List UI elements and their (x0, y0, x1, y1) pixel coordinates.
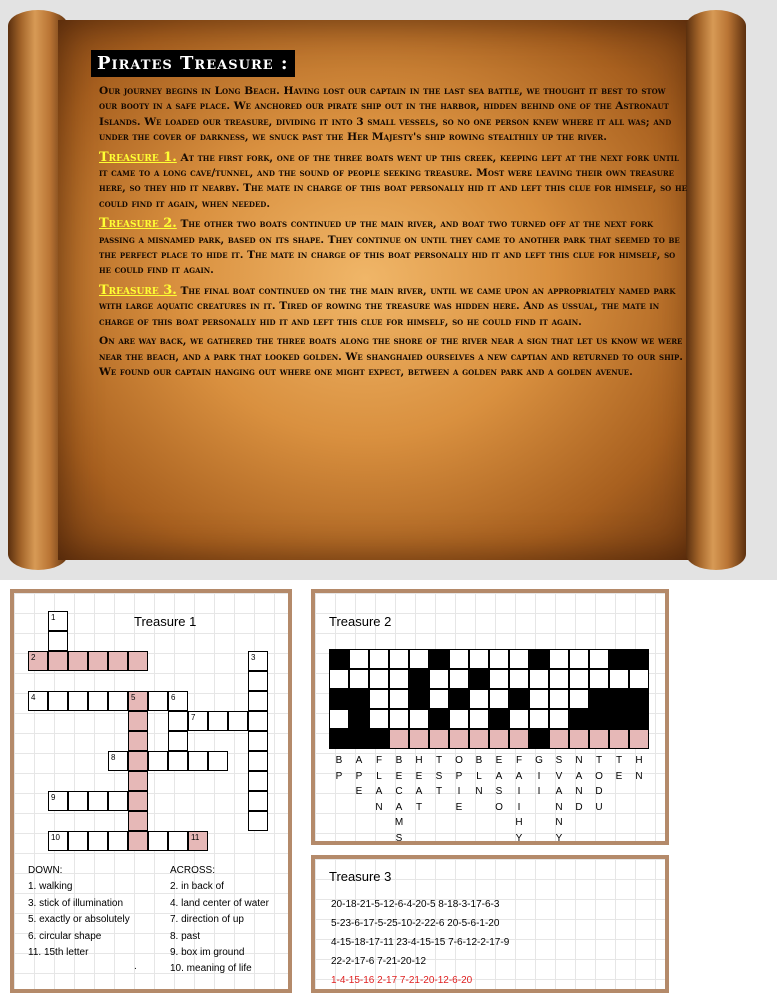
treasure2-cell (489, 709, 509, 729)
treasure2-cell[interactable] (529, 669, 549, 689)
treasure2-letter: E (455, 801, 463, 813)
crossword-cell[interactable] (28, 651, 48, 671)
treasure2-letter: Y (515, 832, 523, 844)
crossword-cell[interactable] (168, 711, 188, 731)
treasure2-cell[interactable] (589, 729, 609, 749)
treasure2-cell (429, 649, 449, 669)
treasure2-letter: S (495, 786, 503, 797)
treasure2-letter: E (355, 786, 363, 797)
treasure2-cell[interactable] (549, 669, 569, 689)
treasure2-letter: L (376, 770, 382, 782)
down-clue: 5. exactly or absolutely (28, 914, 130, 926)
treasure2-cell[interactable] (509, 709, 529, 729)
across-clue: 2. in back of (170, 881, 224, 893)
crossword-cell[interactable] (68, 651, 88, 671)
crossword-cell[interactable] (248, 711, 268, 731)
treasure2-panel (311, 589, 669, 845)
treasure2-cell[interactable] (449, 669, 469, 689)
treasure2-cell[interactable] (629, 669, 649, 689)
treasure2-letter: A (375, 786, 383, 797)
treasure2-cell[interactable] (449, 729, 469, 749)
treasure2-cell[interactable] (429, 729, 449, 749)
treasure2-letter: S (395, 832, 403, 844)
treasure2-cell (609, 709, 629, 729)
cipher-line: 5-23-6-17-5-25-10-2-22-6 20-5-6-1-20 (331, 918, 500, 929)
treasure2-cell (369, 729, 389, 749)
crossword-cell[interactable] (248, 751, 268, 771)
treasure2-cell[interactable] (449, 709, 469, 729)
crossword-cell[interactable] (248, 771, 268, 791)
treasure2-cell[interactable] (509, 729, 529, 749)
crossword-number: 5 (131, 693, 136, 702)
treasure2-letter: S (435, 770, 443, 782)
crossword-cell[interactable] (188, 711, 208, 731)
down-clue: 6. circular shape (28, 930, 102, 942)
treasure2-cell[interactable] (529, 709, 549, 729)
treasure2-cell[interactable] (609, 729, 629, 749)
crossword-number: 11 (191, 833, 200, 842)
treasure2-letter: O (595, 770, 603, 782)
treasure2-cell[interactable] (369, 649, 389, 669)
treasure2-letter: P (455, 770, 463, 782)
treasure2-cell (569, 709, 589, 729)
story-outro: On are way back, we gathered the three boats along the shore of the river near a sign that let us know we were near the beach, and a park that looked golden. We shanghaied ourselves a new captian and returned to our ship. We found our captain hanging out where one might expect, between a golden park and a golden avenue. (99, 335, 683, 378)
treasure2-cell (349, 729, 369, 749)
treasure2-letter: N (635, 770, 643, 782)
treasure2-cell[interactable] (489, 649, 509, 669)
crossword-cell[interactable] (48, 691, 68, 711)
crossword-number: 8 (111, 753, 116, 762)
treasure2-letter: U (595, 801, 603, 813)
treasure2-cell[interactable] (389, 709, 409, 729)
treasure2-letter: T (595, 755, 603, 766)
crossword-cell[interactable] (188, 751, 208, 771)
crossword-cell[interactable] (208, 711, 228, 731)
treasure2-cell (609, 649, 629, 669)
treasure2-cell[interactable] (469, 689, 489, 709)
treasure2-letter: T (435, 755, 443, 766)
cipher-line: 22-2-17-6 7-21-20-12 (331, 956, 427, 967)
treasure2-cell (609, 689, 629, 709)
story-treasure2 (99, 216, 687, 279)
treasure2-cell[interactable] (409, 729, 429, 749)
story-text (99, 84, 687, 380)
crossword-cell[interactable] (68, 791, 88, 811)
crossword-cell[interactable] (28, 691, 48, 711)
crossword-cell[interactable] (68, 831, 88, 851)
crossword-cell[interactable] (108, 691, 128, 711)
treasure2-cell[interactable] (489, 729, 509, 749)
down-clues (28, 863, 130, 961)
treasure2-letter: N (575, 786, 583, 797)
treasure2-cell (409, 669, 429, 689)
crossword-cell[interactable] (248, 651, 268, 671)
treasure2-cell[interactable] (529, 689, 549, 709)
treasure2-letter: H (635, 755, 643, 766)
treasure2-cell[interactable] (409, 709, 429, 729)
crossword-cell[interactable] (128, 771, 148, 791)
treasure2-cell[interactable] (469, 649, 489, 669)
treasure2-letter: A (555, 786, 563, 797)
treasure2-letter: E (395, 770, 403, 782)
treasure2-cell[interactable] (389, 649, 409, 669)
treasure2-cell (449, 689, 469, 709)
crossword-cell[interactable] (248, 791, 268, 811)
crossword-cell[interactable] (148, 831, 168, 851)
treasure2-letter: A (515, 770, 523, 782)
treasure2-letter: F (515, 755, 523, 766)
treasure2-letter: I (517, 786, 521, 797)
treasure3-panel (311, 855, 669, 993)
crossword-number: 2 (31, 653, 36, 662)
crossword-cell[interactable] (248, 691, 268, 711)
story-intro: Our journey begins in Long Beach. Having lost our captain in the last sea battle, we thought it best to stow our booty in a safe place. We anchored our pirate ship out in the harbor, hidden behind one of the Astronaut Islands. We loaded our treasure, dividing it into 3 small vessels, so no one person knew where it all was; and under the cover of darkness, we snuck past the Her Majesty's ship rowing stealthily up the river. (99, 85, 672, 144)
treasure2-cell (629, 689, 649, 709)
treasure3-title: Treasure 3 (329, 869, 392, 884)
treasure2-letter: M (394, 817, 404, 828)
treasure2-letter: C (395, 786, 403, 797)
crossword-cell[interactable] (88, 691, 108, 711)
treasure2-letter: H (515, 817, 523, 828)
crossword-number: 4 (31, 693, 36, 702)
treasure2-cell[interactable] (589, 649, 609, 669)
treasure2-cell[interactable] (569, 729, 589, 749)
treasure2-cell (329, 729, 349, 749)
crossword-cell[interactable] (48, 651, 68, 671)
treasure2-cell[interactable] (589, 669, 609, 689)
treasure1-text: At the first fork, one of the three boats went up this creek, keeping left at the next fork until it came to a long cave/tunnel, and the sound of people seeking treasure. Most were leaving their own treasure here, so they hid it nearby. The mate in charge of this boat personally hid it and left this clue for himself, so he could find it again, when needed. (99, 151, 687, 210)
crossword-number: 9 (51, 793, 56, 802)
treasure2-cell[interactable] (569, 689, 589, 709)
treasure2-letter: O (495, 801, 503, 813)
across-title: ACROSS: (170, 865, 216, 876)
treasure2-letter: A (355, 755, 363, 766)
treasure2-cell[interactable] (549, 649, 569, 669)
treasure2-letter: Y (555, 832, 563, 844)
treasure2-cell[interactable] (629, 729, 649, 749)
down-title: DOWN: (28, 865, 63, 876)
treasure2-letter: N (555, 817, 563, 828)
treasure2-letter: E (415, 770, 423, 782)
treasure2-cell[interactable] (369, 709, 389, 729)
treasure2-letter: N (575, 755, 583, 766)
crossword-cell[interactable] (128, 731, 148, 751)
crossword-cell[interactable] (128, 691, 148, 711)
scroll-title: Pirates Treasure : (91, 50, 295, 77)
treasure2-cell[interactable] (329, 709, 349, 729)
across-clue: 9. box im ground (170, 947, 245, 959)
treasure2-letter: I (457, 786, 461, 797)
treasure2-letter: B (335, 755, 343, 766)
crossword-cell[interactable] (128, 811, 148, 831)
treasure2-letter: T (615, 755, 623, 766)
treasure2-cell[interactable] (569, 649, 589, 669)
across-clue: 4. land center of water (170, 897, 269, 909)
crossword-cell[interactable] (248, 731, 268, 751)
crossword-cell[interactable] (48, 611, 68, 631)
treasure2-letter: V (555, 770, 563, 782)
crossword-cell[interactable] (148, 751, 168, 771)
crossword-cell[interactable] (128, 791, 148, 811)
treasure2-cell[interactable] (389, 669, 409, 689)
treasure2-letter: A (395, 801, 403, 813)
treasure2-letter: A (415, 786, 423, 797)
treasure2-cell[interactable] (389, 729, 409, 749)
down-clue: 3. stick of illumination (28, 897, 124, 909)
treasure2-letter: G (535, 755, 543, 766)
treasure2-cell[interactable] (509, 669, 529, 689)
crossword-cell[interactable] (108, 751, 128, 771)
treasure2-cell (589, 689, 609, 709)
treasure2-label: Treasure 2. (99, 216, 177, 232)
crossword-cell[interactable] (208, 751, 228, 771)
treasure2-letter: N (475, 786, 483, 797)
crossword-cell[interactable] (128, 711, 148, 731)
treasure2-letter: E (495, 755, 503, 766)
treasure2-cell[interactable] (549, 689, 569, 709)
crossword-cell[interactable] (168, 751, 188, 771)
down-clue: 11. 15th letter (28, 947, 89, 959)
crossword-cell[interactable] (68, 691, 88, 711)
treasure2-cell (469, 669, 489, 689)
across-clues (170, 863, 269, 978)
treasure2-letter: P (355, 770, 363, 782)
treasure2-cell (349, 689, 369, 709)
treasure2-cell[interactable] (389, 689, 409, 709)
treasure2-letter: P (335, 770, 343, 782)
treasure2-letter: A (575, 770, 583, 782)
treasure2-cell[interactable] (489, 689, 509, 709)
treasure2-letter: N (555, 801, 563, 813)
treasure2-letter: B (475, 755, 483, 766)
crossword-cell[interactable] (128, 751, 148, 771)
treasure2-letter: H (415, 755, 423, 766)
treasure2-cell (529, 729, 549, 749)
across-clue: 10. meaning of life (170, 963, 252, 975)
crossword-cell[interactable] (48, 831, 68, 851)
treasure2-text: The other two boats continued up the main river, and boat two turned off at the next fork passing a misnamed park, based on its shape. They continue on until they came to another park that seemed to be the perfect place to hide it. The mate in charge of this boat personally hid it and left this clue for himself, so he could find it again. (99, 218, 680, 277)
treasure2-cell[interactable] (469, 729, 489, 749)
treasure2-letter: N (375, 801, 383, 813)
treasure2-cell[interactable] (509, 649, 529, 669)
crossword-number: 3 (251, 653, 256, 662)
treasure2-cell (509, 689, 529, 709)
crossword-number: 1 (51, 613, 56, 622)
treasure2-cell (329, 689, 349, 709)
scroll-roller-right (686, 10, 746, 570)
treasure2-cell[interactable] (489, 669, 509, 689)
treasure2-letter: D (575, 801, 583, 813)
crossword-cell[interactable] (188, 831, 208, 851)
crossword-cell[interactable] (48, 631, 68, 651)
story-treasure1 (99, 150, 687, 213)
treasure2-cell (529, 649, 549, 669)
crossword-cell[interactable] (148, 691, 168, 711)
treasure2-cell[interactable] (569, 669, 589, 689)
treasure2-letter: D (595, 786, 603, 797)
crossword-cell[interactable] (248, 811, 268, 831)
crossword-cell[interactable] (168, 731, 188, 751)
treasure2-letter: A (495, 770, 503, 782)
treasure2-cell[interactable] (329, 669, 349, 689)
crossword-cell[interactable] (128, 831, 148, 851)
crossword-cell[interactable] (168, 831, 188, 851)
treasure2-cell (409, 689, 429, 709)
treasure2-cell (429, 709, 449, 729)
cipher-line: 4-15-18-17-11 23-4-15-15 7-6-12-2-17-9 (331, 937, 510, 948)
treasure2-cell (629, 709, 649, 729)
treasure3-text: The final boat continued on the the main river, until we came upon an appropriately named park with large aquatic creatures in it. Tired of rowing the treasure was hidden here. And as ussual, the mate in charge of this boat personally hid it and left this clue for himself, so he could find it again. (99, 284, 676, 328)
treasure1-panel (10, 589, 292, 993)
treasure2-cell[interactable] (429, 669, 449, 689)
treasure2-cell (629, 649, 649, 669)
treasure2-cell (349, 709, 369, 729)
crossword-number: 6 (171, 693, 176, 702)
crossword-cell[interactable] (128, 651, 148, 671)
treasure2-cell[interactable] (349, 649, 369, 669)
crossword-cell[interactable] (108, 651, 128, 671)
crossword-number: 7 (191, 713, 196, 722)
stray-dot: . (134, 961, 137, 972)
crossword-cell[interactable] (88, 651, 108, 671)
treasure2-title: Treasure 2 (329, 614, 392, 629)
down-clue: 1. walking (28, 881, 73, 893)
treasure2-cell[interactable] (349, 669, 369, 689)
treasure2-cell[interactable] (549, 729, 569, 749)
treasure2-cell[interactable] (549, 709, 569, 729)
treasure2-letter: T (435, 786, 443, 797)
treasure2-cell[interactable] (609, 669, 629, 689)
crossword-cell[interactable] (248, 671, 268, 691)
treasure2-cell[interactable] (449, 649, 469, 669)
treasure1-label: Treasure 1. (99, 149, 177, 165)
treasure2-cell[interactable] (369, 689, 389, 709)
across-clue: 8. past (170, 930, 201, 942)
treasure2-letter: O (455, 755, 463, 766)
treasure2-letter: F (375, 755, 383, 766)
treasure2-letter: B (395, 755, 403, 766)
treasure2-cell[interactable] (369, 669, 389, 689)
across-clue: 7. direction of up (170, 914, 244, 926)
treasure2-letter: I (517, 801, 521, 813)
crossword-cell[interactable] (168, 691, 188, 711)
treasure2-cell[interactable] (409, 649, 429, 669)
treasure2-letter: E (615, 770, 623, 782)
treasure2-letter: I (537, 770, 541, 782)
crossword-cell[interactable] (108, 831, 128, 851)
crossword-cell[interactable] (48, 791, 68, 811)
treasure2-letter: S (555, 755, 563, 766)
crossword-cell[interactable] (88, 791, 108, 811)
treasure2-letter: I (537, 786, 541, 797)
crossword-cell[interactable] (88, 831, 108, 851)
crossword-cell[interactable] (228, 711, 248, 731)
cipher-line: 20-18-21-5-12-6-4-20-5 8-18-3-17-6-3 (331, 899, 500, 910)
treasure2-cell[interactable] (429, 689, 449, 709)
treasure2-cell[interactable] (469, 709, 489, 729)
treasure2-letter: T (415, 801, 423, 813)
treasure2-cell (589, 709, 609, 729)
treasure1-title: Treasure 1 (134, 614, 197, 629)
crossword-cell[interactable] (108, 791, 128, 811)
story-treasure3 (99, 283, 687, 330)
treasure3-label: Treasure 3. (99, 282, 177, 298)
cipher-line-red: 1-4-15-16 2-17 7-21-20-12-6-20 (331, 975, 473, 986)
treasure2-cell (329, 649, 349, 669)
treasure2-letter: L (476, 770, 482, 782)
crossword-number: 10 (51, 833, 60, 842)
